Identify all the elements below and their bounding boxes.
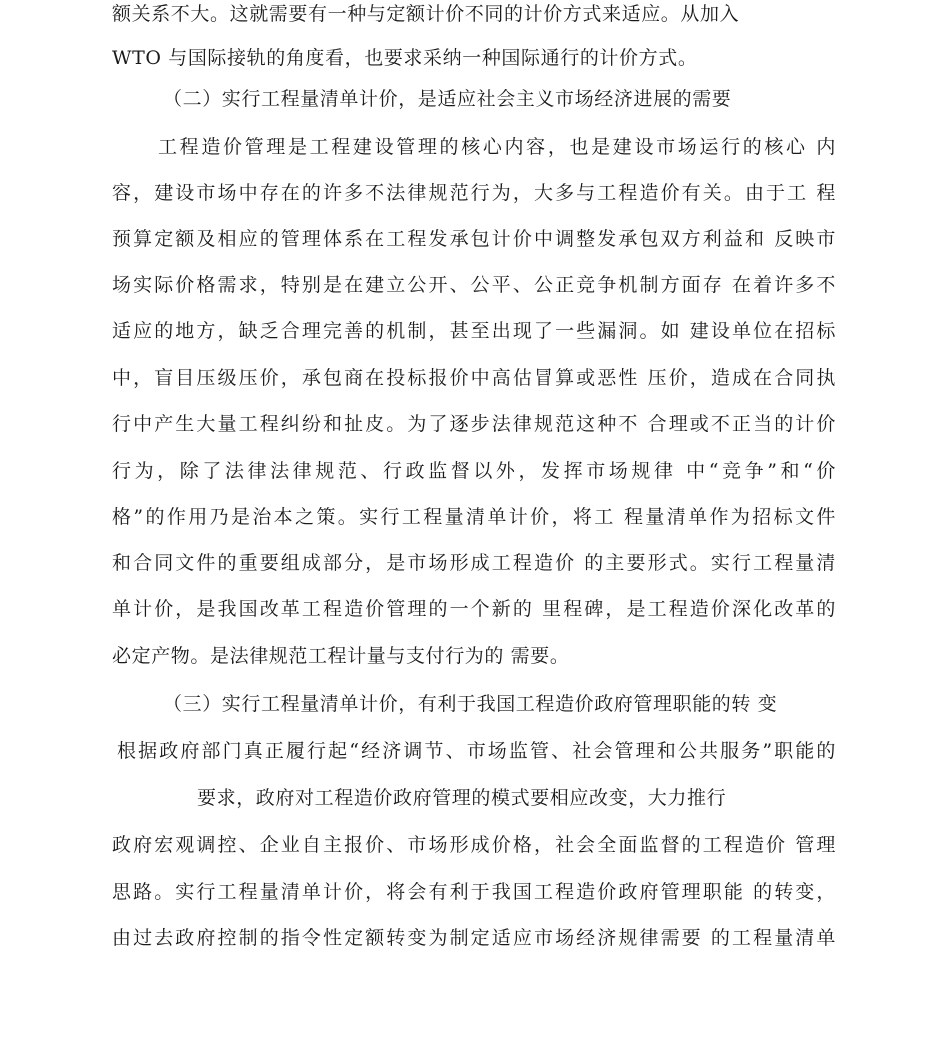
text-line: 由过去政府控制的指令性定额转变为制定适应市场经济规律需要 的工程量清单: [112, 927, 836, 949]
text-line: 必定产物。是法律规范工程计量与支付行为的 需要。: [112, 645, 570, 667]
text-line: WTO 与国际接轨的角度看，也要求采纳一种国际通行的计价方式。: [112, 47, 698, 69]
text-line: 单计价，是我国改革工程造价管理的一个新的 里程碑，是工程造价深化改革的: [112, 598, 836, 620]
text-line: 根据政府部门真正履行起“经济调节、市场监管、社会管理和公共服务”职能的: [117, 740, 836, 762]
section-heading: （三）实行工程量清单计价，有利于我国工程造价政府管理职能的转 变: [163, 693, 778, 715]
text-line: 预算定额及相应的管理体系在工程发承包计价中调整发承包双方利益和 反映市: [112, 228, 836, 250]
text-line: 行为，除了法律法律规范、行政监督以外，发挥市场规律 中“竞争”和“价: [112, 460, 836, 482]
text-line: 中，盲目压级压价，承包商在投标报价中高估冒算或恶性 压价，造成在合同执: [112, 367, 836, 389]
text-line: 容，建设市场中存在的许多不法律规范行为，大多与工程造价有关。由于工 程: [112, 182, 836, 204]
text-line: 适应的地方，缺乏合理完善的机制，甚至出现了一些漏洞。如 建设单位在招标: [112, 320, 836, 342]
text-line: 政府宏观调控、企业自主报价、市场形成价格，社会全面监督的工程造价 管理: [112, 834, 836, 856]
section-heading: （二）实行工程量清单计价，是适应社会主义市场经济进展的需要: [163, 88, 732, 110]
paragraph-first-line: 工程造价管理是工程建设管理的核心内容，也是建设市场运行的核心 内: [158, 136, 836, 158]
text-line: 格”的作用乃是治本之策。实行工程量清单计价，将工 程量清单作为招标文件: [112, 506, 836, 528]
text-line: 行中产生大量工程纠纷和扯皮。为了逐步法律规范这种不 合理或不正当的计价: [112, 413, 836, 435]
text-line: 要求，政府对工程造价政府管理的模式要相应改变，大力推行: [197, 787, 727, 809]
text-line: 思路。实行工程量清单计价，将会有利于我国工程造价政府管理职能 的转变，: [112, 881, 836, 903]
text-line: 场实际价格需求，特别是在建立公开、公平、公正竞争机制方面存 在着许多不: [112, 274, 836, 296]
text-line: 额关系不大。这就需要有一种与定额计价不同的计价方式来适应。从加入: [112, 3, 740, 25]
text-line: 和合同文件的重要组成部分，是市场形成工程造价 的主要形式。实行工程量清: [112, 552, 836, 574]
